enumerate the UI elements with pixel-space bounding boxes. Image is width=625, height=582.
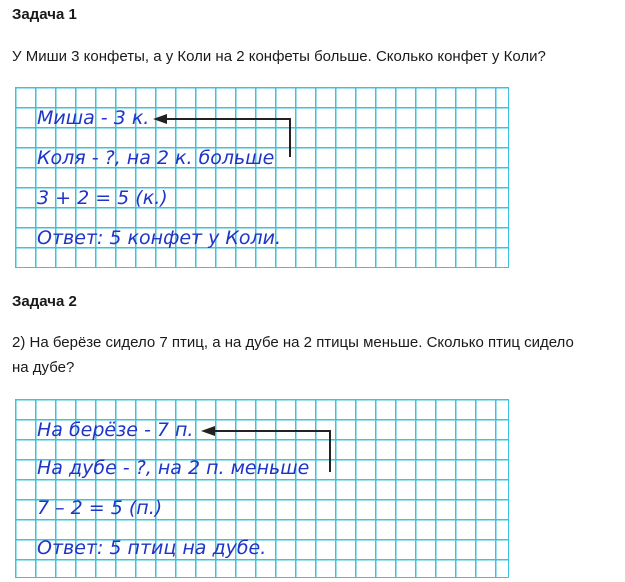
task1-line-1: Миша - 3 к. bbox=[37, 107, 150, 129]
task2-comparison-arrow-icon bbox=[15, 399, 508, 577]
task1-line-2: Коля - ?, на 2 к. больше bbox=[37, 147, 275, 169]
task1-question: У Миши 3 конфеты, а у Коли на 2 конфеты больше. Сколько конфет у Коли? bbox=[12, 48, 546, 65]
task2-heading: Задача 2 bbox=[12, 293, 77, 310]
task1-line-3: 3 + 2 = 5 (к.) bbox=[37, 187, 168, 209]
task1-comparison-arrow-icon bbox=[15, 87, 508, 267]
task1-heading: Задача 1 bbox=[12, 6, 77, 23]
task2-line-1: На берёзе - 7 п. bbox=[37, 419, 194, 441]
task2-question-line1: 2) На берёзе сидело 7 птиц, а на дубе на 2 птицы меньше. Сколько птиц сидело bbox=[12, 334, 574, 351]
task1-line-4: Ответ: 5 конфет у Коли. bbox=[37, 227, 282, 249]
task2-line-2: На дубе - ?, на 2 п. меньше bbox=[37, 457, 310, 479]
task2-notebook-grid bbox=[15, 399, 509, 578]
task2-line-4: Ответ: 5 птиц на дубе. bbox=[37, 537, 267, 559]
task2-question-line2: на дубе? bbox=[12, 359, 75, 376]
task1-notebook-grid bbox=[15, 87, 509, 268]
task2-line-3: 7 – 2 = 5 (п.) bbox=[37, 497, 163, 519]
